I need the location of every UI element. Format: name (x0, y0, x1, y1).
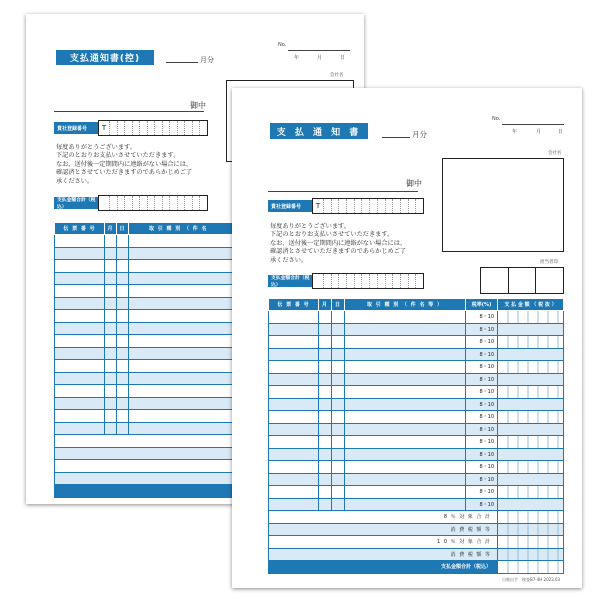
table-cell[interactable] (345, 323, 466, 336)
table-cell[interactable] (269, 473, 319, 486)
table-row (269, 423, 564, 436)
copy-table-cell[interactable] (55, 235, 105, 248)
tax-rate-cell: 8・10 (466, 361, 498, 374)
copy-table-cell[interactable] (105, 247, 117, 260)
table-cell[interactable] (269, 436, 319, 449)
date-day: 日 (558, 129, 564, 135)
table-cell[interactable] (332, 411, 345, 424)
copy-table-cell[interactable] (117, 385, 129, 398)
copy-date-month: 月 (317, 55, 323, 61)
table-cell[interactable] (269, 311, 319, 324)
seal-box (480, 267, 564, 294)
copy-date-day: 日 (340, 55, 346, 61)
table-cell[interactable] (332, 323, 345, 336)
table-row (269, 348, 564, 361)
tax-rate-cell: 8・10 (466, 423, 498, 436)
copy-table-cell[interactable] (105, 260, 117, 273)
summary-target8-label: 8 ％ 対 象 合 計 (269, 511, 498, 524)
copy-month-blank (166, 62, 198, 63)
copy-table-cell[interactable] (117, 272, 129, 285)
table-cell[interactable] (319, 336, 332, 349)
table-cell[interactable] (345, 423, 466, 436)
table-cell[interactable] (319, 411, 332, 424)
table-cell[interactable] (269, 498, 319, 511)
copy-registration-label: 貴社登録番号 (54, 122, 98, 134)
copy-table-cell[interactable] (105, 385, 117, 398)
table-row (269, 398, 564, 411)
tax-rate-cell: 8・10 (466, 498, 498, 511)
summary-target8-amount[interactable] (498, 511, 564, 524)
table-cell[interactable] (332, 373, 345, 386)
amount-cell[interactable] (498, 311, 564, 324)
tax-rate-cell: 8・10 (466, 311, 498, 324)
col-slip-no: 伝 票 番 号 (269, 299, 319, 311)
summary-target10-label: 1 0 ％ 対 象 合 計 (269, 536, 498, 549)
copy-table-cell[interactable] (105, 410, 117, 423)
copy-table-cell[interactable] (117, 260, 129, 273)
table-cell[interactable] (269, 398, 319, 411)
copy-table-cell[interactable] (105, 285, 117, 298)
copy-table-cell[interactable] (105, 310, 117, 323)
total-field[interactable] (312, 273, 424, 289)
copy-message: 毎度ありがとうございます。 下記のとおりお支払いさせていただきます。 なお、送付後一定期間内に連絡がない場合には、 確認済とさせていただきますのであらかじめご了 承ください。 (56, 144, 193, 185)
table-cell[interactable] (319, 311, 332, 324)
copy-table-cell[interactable] (117, 422, 129, 435)
amount-cell[interactable] (498, 498, 564, 511)
amount-cell[interactable] (498, 473, 564, 486)
tax-rate-cell: 8・10 (466, 323, 498, 336)
table-cell[interactable] (332, 386, 345, 399)
amount-cell[interactable] (498, 361, 564, 374)
copy-table-cell[interactable] (117, 247, 129, 260)
notice-title: 支 払 通 知 書 (270, 123, 368, 139)
copy-table-cell[interactable] (117, 335, 129, 348)
date-year: 年 (512, 129, 518, 135)
col-day: 日 (332, 299, 345, 311)
table-cell[interactable] (319, 473, 332, 486)
table-row (269, 336, 564, 349)
copy-table-cell[interactable] (105, 347, 117, 360)
copy-title: 支払通知書(控) (56, 50, 154, 65)
tax-rate-cell: 8・10 (466, 411, 498, 424)
table-cell[interactable] (332, 361, 345, 374)
summary-target10-amount[interactable] (498, 536, 564, 549)
table-row (269, 311, 564, 324)
copy-table-cell[interactable] (117, 235, 129, 248)
copy-table-cell[interactable] (55, 372, 105, 385)
total-label: 支払金額合計（税込） (268, 275, 312, 287)
amount-cell[interactable] (498, 348, 564, 361)
summary-tax8-amount[interactable] (498, 523, 564, 536)
copy-table-cell[interactable] (105, 360, 117, 373)
registration-prefix: T (315, 202, 321, 210)
copy-table-cell[interactable] (117, 297, 129, 310)
table-cell[interactable] (332, 336, 345, 349)
table-row (269, 361, 564, 374)
table-row (269, 386, 564, 399)
copy-table-cell[interactable] (55, 322, 105, 335)
amount-cell[interactable] (498, 423, 564, 436)
table-cell[interactable] (319, 373, 332, 386)
table-cell[interactable] (269, 411, 319, 424)
table-cell[interactable] (332, 461, 345, 474)
no-label: No. (492, 116, 501, 122)
copy-col-month: 月 (105, 223, 117, 235)
copy-table-cell[interactable] (55, 347, 105, 360)
copy-col-day: 日 (117, 223, 129, 235)
amount-cell[interactable] (498, 486, 564, 499)
footer-brand: 日進出手 (502, 577, 518, 582)
table-cell[interactable] (345, 361, 466, 374)
table-cell[interactable] (332, 486, 345, 499)
tax-rate-cell: 8・10 (466, 336, 498, 349)
copy-col-slip: 伝 票 番 号 (55, 223, 105, 235)
table-cell[interactable] (319, 448, 332, 461)
company-label: 会社名 (548, 151, 562, 156)
seal-label: 担当者印 (540, 260, 558, 265)
table-row (269, 461, 564, 474)
table-cell[interactable] (345, 461, 466, 474)
col-item: 取 引 種 別 （ 件 名 等 ） (345, 299, 466, 311)
copy-table-cell[interactable] (55, 310, 105, 323)
copy-registration-field[interactable] (98, 120, 208, 136)
table-cell[interactable] (332, 473, 345, 486)
tax-rate-cell: 8・10 (466, 473, 498, 486)
table-row (269, 448, 564, 461)
table-cell[interactable] (319, 398, 332, 411)
copy-table-cell[interactable] (55, 260, 105, 273)
table-cell[interactable] (269, 486, 319, 499)
copy-table-cell[interactable] (117, 360, 129, 373)
copy-table-cell[interactable] (117, 347, 129, 360)
copy-table-cell[interactable] (117, 322, 129, 335)
table-cell[interactable] (269, 423, 319, 436)
copy-date-year: 年 (294, 55, 300, 61)
table-cell[interactable] (269, 448, 319, 461)
table-cell[interactable] (345, 498, 466, 511)
copy-table-cell[interactable] (105, 397, 117, 410)
table-row (269, 323, 564, 336)
table-cell[interactable] (345, 398, 466, 411)
grand-total-amount[interactable] (498, 561, 564, 574)
summary-tax8-label: 消 費 税 額 等 (269, 523, 498, 536)
col-month: 月 (319, 299, 332, 311)
date-month: 月 (536, 129, 542, 135)
copy-table-cell[interactable] (105, 372, 117, 385)
copy-table-cell[interactable] (117, 397, 129, 410)
copy-table-cell[interactable] (55, 297, 105, 310)
col-rate: 税率(%) (466, 299, 498, 311)
copy-registration-prefix: T (101, 124, 107, 132)
copy-table-cell[interactable] (55, 272, 105, 285)
tax-rate-cell: 8・10 (466, 373, 498, 386)
recipient-suffix: 御中 (406, 179, 422, 188)
copy-table-cell[interactable] (105, 422, 117, 435)
copy-table-cell[interactable] (55, 247, 105, 260)
month-label: 月分 (412, 130, 427, 139)
amount-cell[interactable] (498, 436, 564, 449)
table-row (269, 498, 564, 511)
table-cell[interactable] (269, 336, 319, 349)
table-cell[interactable] (269, 361, 319, 374)
table-cell[interactable] (332, 423, 345, 436)
table-cell[interactable] (345, 486, 466, 499)
copy-table-cell[interactable] (55, 410, 105, 423)
table-cell[interactable] (269, 373, 319, 386)
detail-table (268, 298, 564, 574)
copy-table-cell[interactable] (55, 385, 105, 398)
no-line (502, 124, 564, 125)
registration-label: 貴社登録番号 (268, 200, 312, 212)
copy-table-cell[interactable] (55, 360, 105, 373)
copy-col-item: 取 引 種 別 （ 件 名 (129, 223, 365, 235)
amount-cell[interactable] (498, 386, 564, 399)
table-cell[interactable] (345, 311, 466, 324)
company-box (442, 158, 564, 252)
copy-company-label: 会社名 (330, 73, 344, 78)
notice-message: 毎度ありがとうございます。 下記のとおりお支払いさせていただきます。 なお、送付後一定期間内に連絡がない場合には、 確認済とさせていただきますのであらかじめご了 承ください。 (270, 223, 407, 264)
table-cell[interactable] (319, 348, 332, 361)
copy-table-cell[interactable] (105, 272, 117, 285)
table-cell[interactable] (332, 448, 345, 461)
table-cell[interactable] (269, 348, 319, 361)
table-cell[interactable] (269, 386, 319, 399)
tax-rate-cell: 8・10 (466, 348, 498, 361)
copy-total-label: 支払金額合計（税込） (54, 197, 98, 209)
amount-cell[interactable] (498, 336, 564, 349)
table-cell[interactable] (319, 461, 332, 474)
table-cell[interactable] (345, 348, 466, 361)
copy-table-cell[interactable] (105, 235, 117, 248)
copy-month-label: 月分 (200, 56, 214, 64)
copy-no-label: No. (278, 42, 287, 48)
tax-rate-cell: 8・10 (466, 398, 498, 411)
copy-no-line (288, 50, 350, 51)
tax-rate-cell: 8・10 (466, 461, 498, 474)
table-row (269, 436, 564, 449)
table-cell[interactable] (319, 486, 332, 499)
table-cell[interactable] (345, 373, 466, 386)
copy-table-cell[interactable] (55, 397, 105, 410)
table-cell[interactable] (319, 361, 332, 374)
col-amount: 支 払 金 額 （ 税 抜 ） (498, 299, 564, 311)
tax-rate-cell: 8・10 (466, 386, 498, 399)
table-row (269, 486, 564, 499)
registration-field[interactable] (312, 198, 424, 214)
amount-cell[interactable] (498, 411, 564, 424)
table-cell[interactable] (269, 323, 319, 336)
table-cell[interactable] (332, 498, 345, 511)
table-cell[interactable] (332, 311, 345, 324)
copy-table-cell[interactable] (55, 285, 105, 298)
amount-cell[interactable] (498, 398, 564, 411)
copy-total-field[interactable] (98, 195, 208, 211)
table-cell[interactable] (345, 336, 466, 349)
table-cell[interactable] (319, 498, 332, 511)
amount-cell[interactable] (498, 448, 564, 461)
table-cell[interactable] (269, 461, 319, 474)
tax-rate-cell: 8・10 (466, 436, 498, 449)
tax-rate-cell: 8・10 (466, 448, 498, 461)
table-cell[interactable] (345, 411, 466, 424)
copy-table-cell[interactable] (105, 335, 117, 348)
summary-tax10-amount[interactable] (498, 548, 564, 561)
copy-table-cell[interactable] (105, 297, 117, 310)
notice-sheet (232, 88, 582, 588)
table-cell[interactable] (345, 473, 466, 486)
table-cell[interactable] (332, 436, 345, 449)
recipient-line (268, 191, 418, 192)
table-cell[interactable] (345, 448, 466, 461)
table-cell[interactable] (319, 386, 332, 399)
table-cell[interactable] (345, 436, 466, 449)
copy-table-cell[interactable] (55, 422, 105, 435)
table-row (269, 373, 564, 386)
copy-table-cell[interactable] (117, 285, 129, 298)
copy-table-cell[interactable] (117, 310, 129, 323)
tax-rate-cell: 8・10 (466, 486, 498, 499)
table-cell[interactable] (319, 436, 332, 449)
summary-tax10-label: 消 費 税 額 等 (269, 548, 498, 561)
copy-recipient-suffix: 御中 (190, 101, 206, 110)
copy-table-cell[interactable] (117, 410, 129, 423)
table-cell[interactable] (332, 398, 345, 411)
table-row (269, 473, 564, 486)
copy-recipient-line (54, 111, 204, 112)
grand-total-label: 支払金額合計（税込） (269, 561, 498, 574)
footer-code: 検査B7-4H 2023.03 (522, 577, 561, 582)
month-blank (382, 137, 410, 138)
amount-cell[interactable] (498, 461, 564, 474)
copy-table-cell[interactable] (117, 372, 129, 385)
table-cell[interactable] (319, 423, 332, 436)
table-cell[interactable] (345, 386, 466, 399)
copy-table-cell[interactable] (105, 322, 117, 335)
table-row (269, 411, 564, 424)
table-cell[interactable] (332, 348, 345, 361)
amount-cell[interactable] (498, 373, 564, 386)
table-cell[interactable] (319, 323, 332, 336)
amount-cell[interactable] (498, 323, 564, 336)
copy-table-cell[interactable] (55, 335, 105, 348)
